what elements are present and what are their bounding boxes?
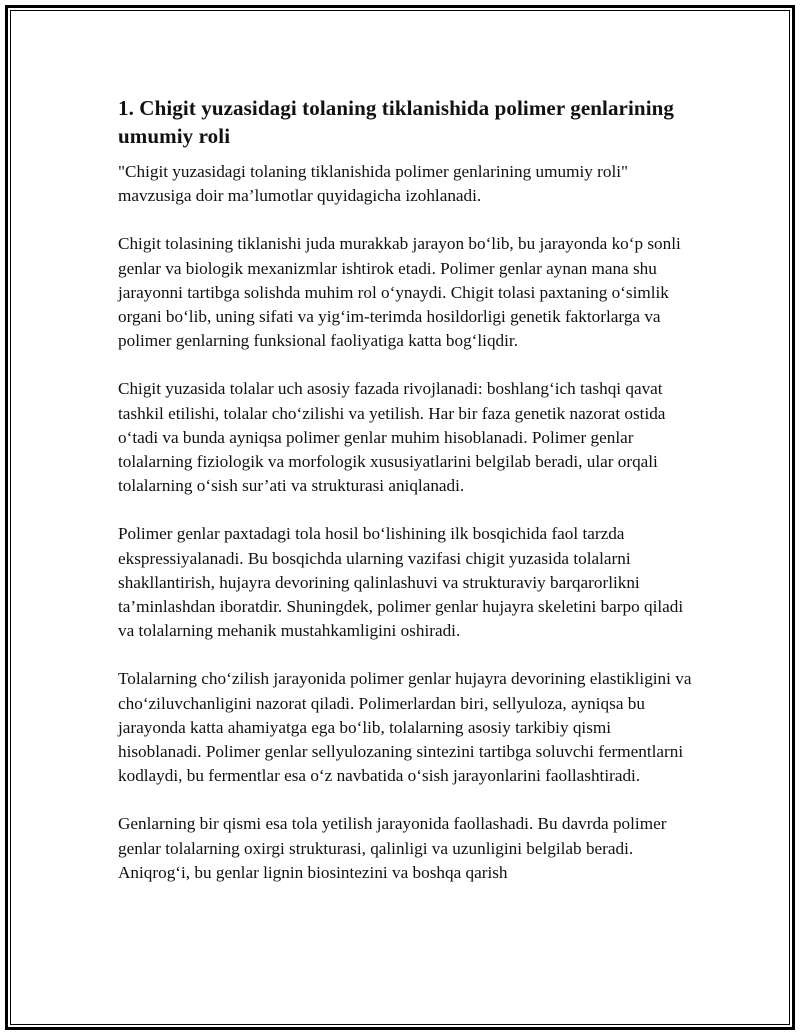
paragraph-intro: "Chigit yuzasidagi tolaning tiklanishida polimer genlarining umumiy roli" mavzusiga doir ma’lumotlar quyidagicha izohlanadi. — [118, 162, 629, 206]
document-title: 1. Chigit yuzasidagi tolaning tiklanishida polimer genlarining umumiy roli — [118, 96, 675, 148]
paragraph-maturation: Genlarning bir qismi esa tola yetilish jarayonida faollashadi. Bu davrda polimer genlar tolalarning oxirgi strukturasi, qalinligi va uzunligini belgilab beradi. Aniqrog‘i, bu genlar lignin biosintezini va boshqa qarish — [118, 814, 667, 882]
document-body — [118, 94, 698, 909]
paragraph-elongation: Tolalarning cho‘zilish jarayonida polimer genlar hujayra devorining elastikligini va cho‘ziluvchanligini nazorat qiladi. Polimerlardan biri, sellyuloza, ayniqsa bu jarayonda katta ahamiyatga ega bo‘lib, tolalarning asosiy tarkibiy qismi hisoblanadi. Polimer genlar sellyulozaning sintezini tartibga soluvchi fermentlarni kodlaydi, bu fermentlar esa o‘z navbatida o‘sish jarayonlarini faollashtiradi. — [118, 669, 692, 786]
paragraph-fiber-restoration: Chigit tolasining tiklanishi juda murakkab jarayon bo‘lib, bu jarayonda ko‘p sonli genlar va biologik mexanizmlar ishtirok etadi. Polimer genlar aynan mana shu jarayonni tartibga solishda muhim rol o‘ynaydi. Chigit tolasi paxtaning o‘simlik organi bo‘lib, uning sifati va yig‘im-terimda hosildorligi genetik faktorlarga va polimer genlarning funksional faoliyatiga katta bog‘liqdir. — [118, 234, 681, 351]
paragraph-early-stage: Polimer genlar paxtadagi tola hosil bo‘lishining ilk bosqichida faol tarzda ekspressiyalanadi. Bu bosqichda ularning vazifasi chigit yuzasida tolalarni shakllantirish, hujayra devorining qalinlashuvi va strukturaviy barqarorlikni ta’minlashdan iboratdir. Shuningdek, polimer genlar hujayra skeletini barpo qiladi va tolalarning mehanik mustahkamligini oshiradi. — [118, 524, 684, 641]
paragraph-development-phases: Chigit yuzasida tolalar uch asosiy fazada rivojlanadi: boshlang‘ich tashqi qavat tashkil etilishi, tolalar cho‘zilishi va yetilish. Har bir faza genetik nazorat ostida o‘tadi va bunda ayniqsa polimer genlar muhim hisoblanadi. Polimer genlar tolalarning fiziologik va morfologik xususiyatlarini belgilab beradi, ular orqali tolalarning o‘sish sur’ati va strukturasi aniqlanadi. — [118, 379, 666, 496]
